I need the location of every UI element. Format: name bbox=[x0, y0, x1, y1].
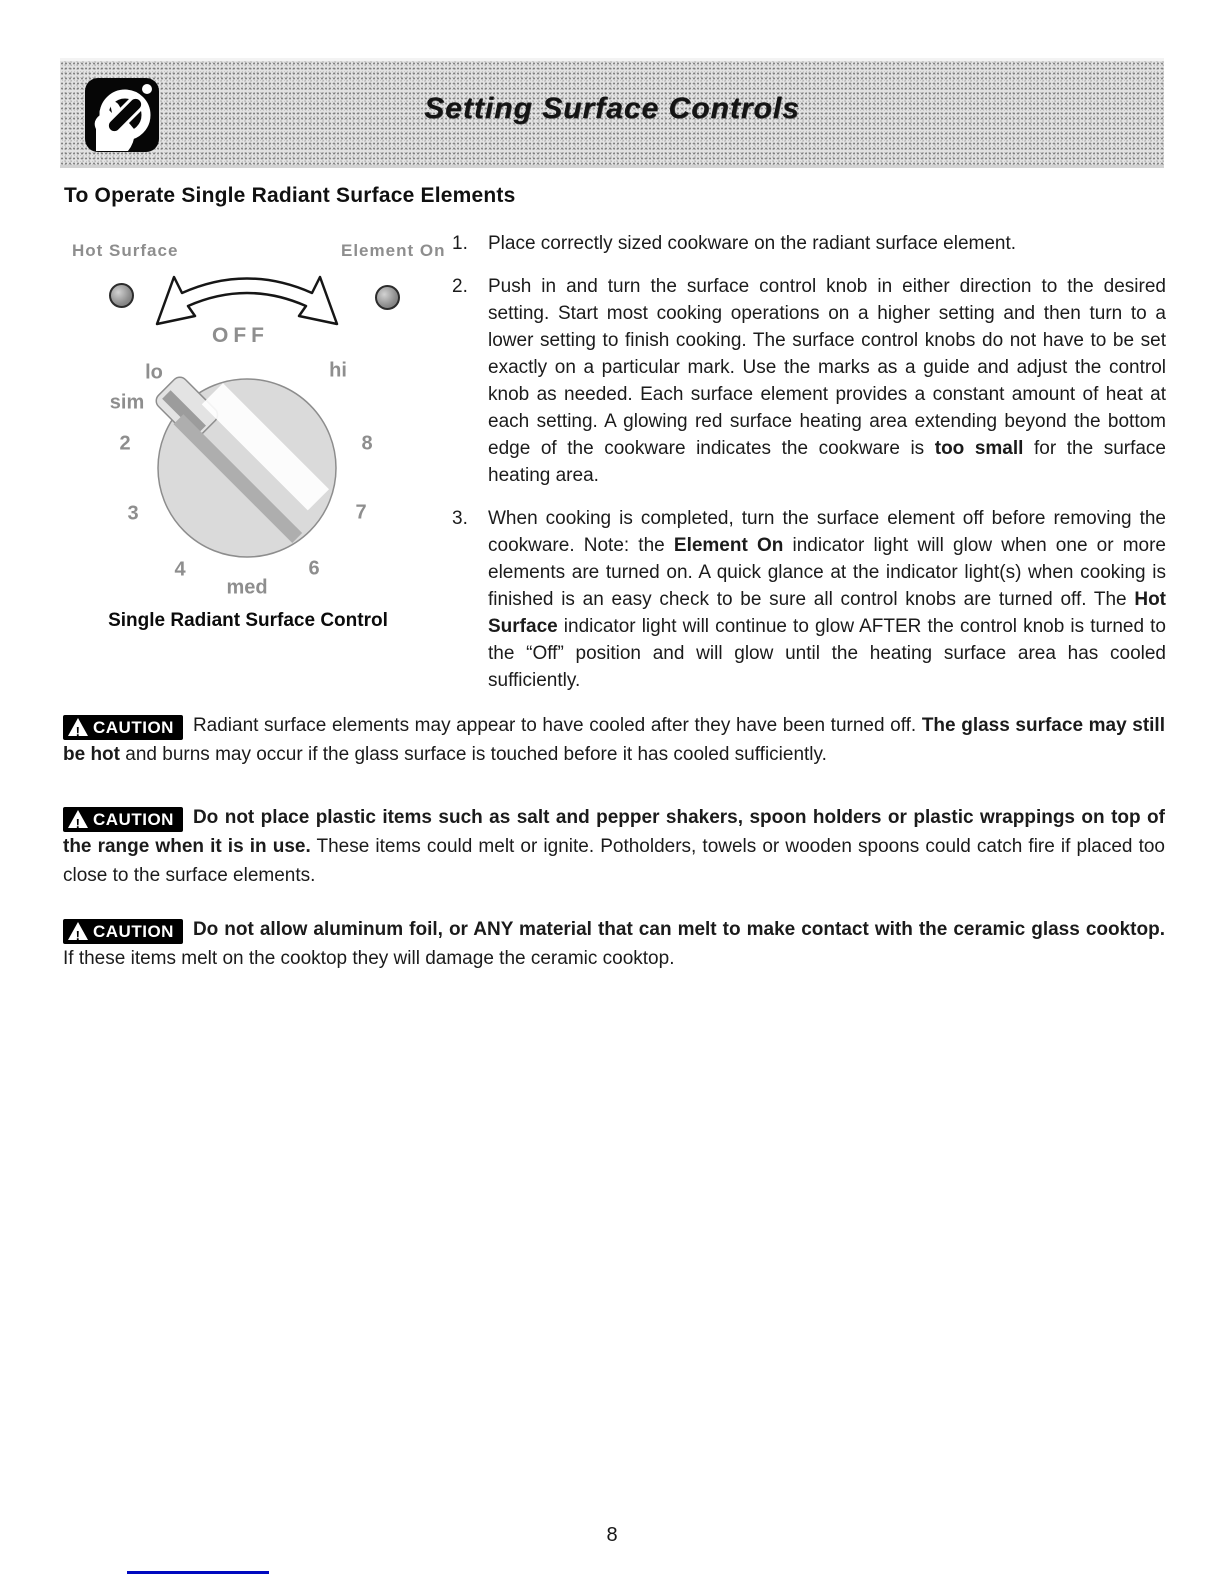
caution-badge-text: CAUTION bbox=[93, 809, 174, 829]
turn-direction-arrow-icon bbox=[150, 266, 344, 332]
footer-rule bbox=[127, 1571, 269, 1574]
caution-text-run: These items could melt or ignite. Potholders, towels or wooden spoons could catch fire if placed too close to the surface elements. bbox=[63, 836, 1166, 886]
caution-text-bold: Do not allow aluminum foil, or ANY material that can melt to make contact with the ceramic glass cooktop. bbox=[192, 919, 1165, 940]
step-text bbox=[488, 273, 1166, 489]
step-text bbox=[488, 230, 1166, 257]
dial-mark-8: 8 bbox=[361, 432, 373, 455]
dial-mark-hi: hi bbox=[329, 359, 347, 382]
warning-triangle-icon bbox=[68, 718, 88, 736]
step-text bbox=[488, 505, 1166, 694]
step-2 bbox=[452, 273, 1166, 489]
element-on-label: Element On bbox=[341, 241, 446, 260]
step-text-run: indicator light will continue to glow AFTER the control knob is turned to the “Off” position and will glow until the heating surface area has cooled sufficiently. bbox=[488, 616, 1166, 691]
warning-triangle-icon bbox=[68, 922, 88, 940]
dial-mark-3: 3 bbox=[127, 502, 139, 525]
page-banner-title: Setting Surface Controls bbox=[424, 92, 800, 125]
step-number: 2. bbox=[452, 276, 468, 297]
section-heading: To Operate Single Radiant Surface Elements bbox=[64, 184, 516, 207]
caution-glass-surface bbox=[63, 711, 1165, 769]
step-text-run: Place correctly sized cookware on the radiant surface element. bbox=[488, 233, 1017, 254]
step-text-bold: too small bbox=[934, 438, 1024, 459]
caution-badge-text: CAUTION bbox=[93, 717, 174, 737]
off-position-label: OFF bbox=[212, 324, 269, 347]
step-number: 1. bbox=[452, 233, 468, 254]
caution-plastic-items bbox=[63, 803, 1165, 890]
caution-aluminum-foil bbox=[63, 915, 1165, 973]
dial-mark-sim: sim bbox=[109, 391, 145, 414]
step-text-run: Push in and turn the surface control knob in either direction to the desired setting. Start most cooking operations on a higher setting and then turn to a lower setting to finish cooking. The surface control knobs do not have to be set exactly on a particular mark. Use the marks as a guide and adjust the control knob as needed. Each surface element provides a constant amount of heat at each setting. A glowing red surface heating area extending beyond the bottom edge of the cookware indicates the cookware is bbox=[488, 276, 1166, 459]
step-text-run: for the surface heating area. bbox=[488, 438, 1167, 486]
surface-control-knob bbox=[139, 351, 367, 583]
hot-surface-label: Hot Surface bbox=[72, 241, 179, 260]
dial-mark-lo: lo bbox=[145, 361, 163, 384]
warning-triangle-icon bbox=[68, 810, 88, 828]
step-number: 3. bbox=[452, 508, 468, 529]
page-number: 8 bbox=[606, 1524, 618, 1546]
caution-text-bold: The glass surface may still be hot bbox=[63, 715, 1165, 765]
hot-surface-indicator-light bbox=[109, 283, 134, 308]
caution-badge bbox=[63, 807, 183, 832]
dial-mark-4: 4 bbox=[174, 558, 186, 581]
caution-badge bbox=[63, 919, 183, 944]
caution-text-run: If these items melt on the cooktop they will damage the ceramic cooktop. bbox=[63, 948, 675, 969]
caution-section bbox=[63, 692, 1165, 992]
caution-badge-text: CAUTION bbox=[93, 921, 174, 941]
step-text-run: When cooking is completed, turn the surface element off before removing the cookware. Note: the bbox=[488, 508, 1166, 556]
element-on-indicator-light bbox=[375, 285, 400, 310]
header-banner bbox=[60, 58, 1164, 168]
dial-mark-7: 7 bbox=[355, 501, 367, 524]
caution-badge bbox=[63, 715, 183, 740]
diagram-caption: Single Radiant Surface Control bbox=[108, 610, 388, 631]
caution-text-run: Radiant surface elements may appear to have cooled after they have been turned off. bbox=[192, 715, 922, 736]
caution-text-bold: Do not place plastic items such as salt and pepper shakers, spoon holders or plastic wrappings on top of the range when it is in use. bbox=[63, 807, 1165, 857]
instruction-steps bbox=[452, 230, 1166, 710]
dial-mark-2: 2 bbox=[119, 432, 131, 455]
dial-mark-6: 6 bbox=[308, 557, 320, 580]
step-text-bold: Hot Surface bbox=[488, 589, 1166, 637]
dial-mark-med: med bbox=[226, 576, 268, 599]
step-text-bold: Element On bbox=[673, 535, 784, 556]
step-1 bbox=[452, 230, 1166, 257]
caution-text-run: and burns may occur if the glass surface is touched before it has cooled sufficiently. bbox=[120, 744, 827, 765]
step-text-run: indicator light will glow when one or more elements are turned on. A quick glance at the indicator light(s) when cooking is finished is an easy check to be sure all control knobs are turned off. The bbox=[488, 535, 1167, 610]
step-3 bbox=[452, 505, 1166, 694]
